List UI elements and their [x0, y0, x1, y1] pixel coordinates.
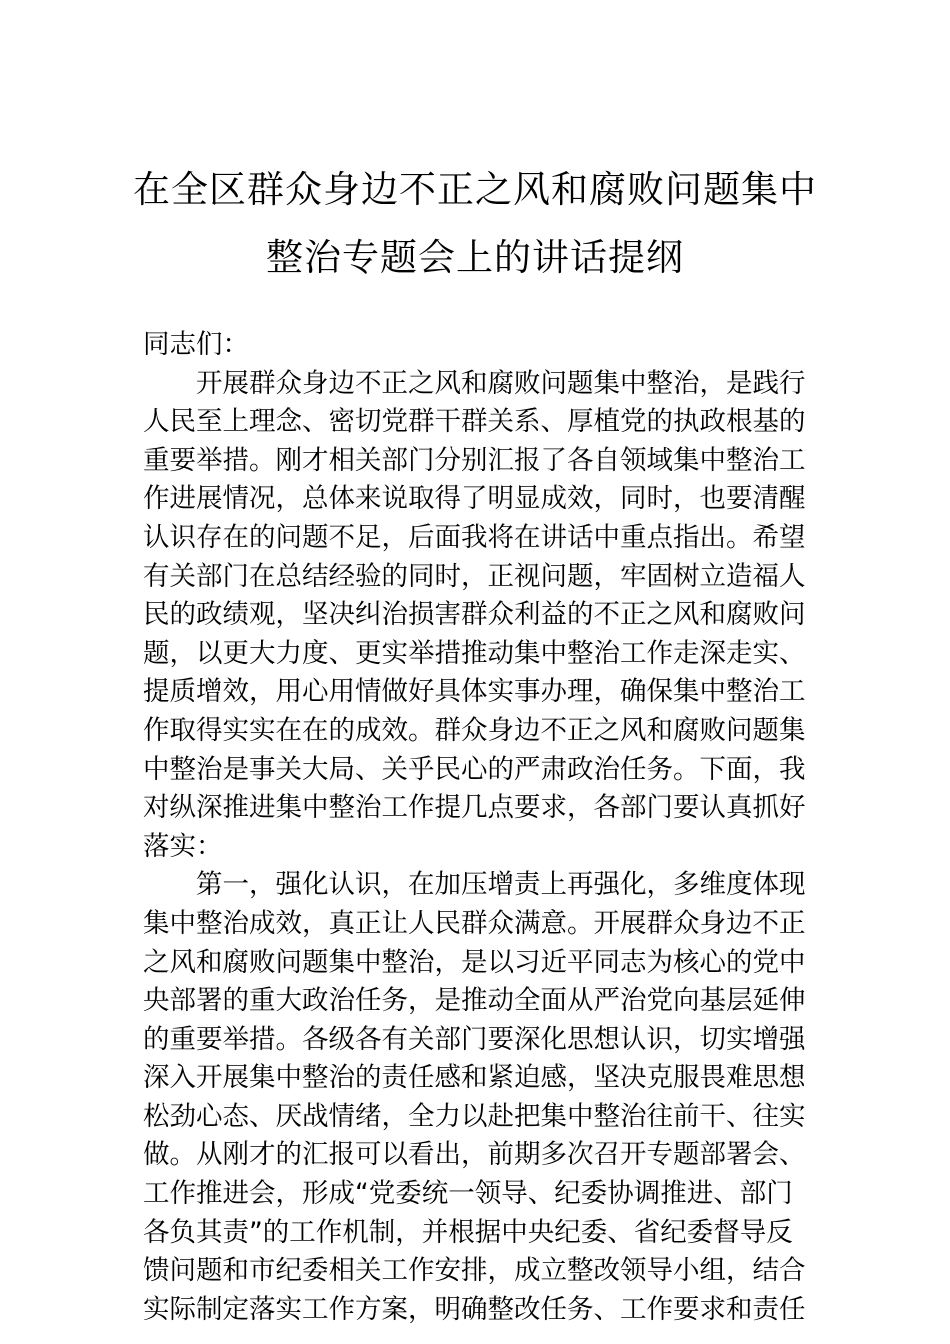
paragraph-1-line: 民的政绩观，坚决纠治损害群众利益的不正之风和腐败问 — [143, 599, 806, 631]
paragraph-2-line: 馈问题和市纪委相关工作安排，成立整改领导小组，结合 — [143, 1255, 806, 1287]
paragraph-1-line: 开展群众身边不正之风和腐败问题集中整治，是践行 — [196, 367, 806, 399]
paragraph-1-line: 作进展情况，总体来说取得了明显成效，同时，也要清醒 — [143, 483, 806, 515]
paragraph-2-line: 各负其责”的工作机制，并根据中央纪委、省纪委督导反 — [143, 1216, 793, 1248]
paragraph-1-line: 题，以更大力度、更实举措推动集中整治工作走深走实、 — [143, 637, 806, 669]
document-body — [143, 326, 813, 1329]
paragraph-2-line: 第一，强化认识，在加压增责上再强化，多维度体现 — [196, 869, 806, 901]
salutation: 同志们： — [143, 329, 249, 360]
document-title-line-1: 在全区群众身边不正之风和腐败问题集中 — [133, 168, 817, 211]
paragraph-2-line: 之风和腐败问题集中整治，是以习近平同志为核心的党中 — [143, 946, 806, 978]
paragraph-2-line: 松劲心态、厌战情绪，全力以赴把集中整治往前干、往实 — [143, 1100, 806, 1132]
paragraph-2-line: 做。从刚才的汇报可以看出，前期多次召开专题部署会、 — [143, 1139, 806, 1171]
paragraph-1-line: 人民至上理念、密切党群干群关系、厚植党的执政根基的 — [143, 406, 806, 438]
paragraph-1-line: 提质增效，用心用情做好具体实事办理，确保集中整治工 — [143, 676, 806, 708]
paragraph-2-line: 深入开展集中整治的责任感和紧迫感，坚决克服畏难思想 — [143, 1062, 806, 1094]
paragraph-1-line: 重要举措。刚才相关部门分别汇报了各自领域集中整治工 — [143, 444, 806, 476]
paragraph-1-line: 作取得实实在在的成效。群众身边不正之风和腐败问题集 — [143, 714, 806, 746]
paragraph-1-line: 落实： — [143, 830, 223, 862]
paragraph-1-line: 对纵深推进集中整治工作提几点要求，各部门要认真抓好 — [143, 792, 806, 824]
paragraph-2-line: 的重要举措。各级各有关部门要深化思想认识，切实增强 — [143, 1023, 806, 1055]
paragraph-1-line: 中整治是事关大局、关乎民心的严肃政治任务。下面，我 — [143, 753, 806, 785]
paragraph-2-line: 工作推进会，形成“党委统一领导、纪委协调推进、部门 — [143, 1178, 793, 1210]
paragraph-1-line: 有关部门在总结经验的同时，正视问题，牢固树立造福人 — [143, 560, 806, 592]
paragraph-2-line: 央部署的重大政治任务，是推动全面从严治党向基层延伸 — [143, 985, 806, 1017]
document-title-line-2: 整治专题会上的讲话提纲 — [266, 236, 684, 279]
paragraph-1-line: 认识存在的问题不足，后面我将在讲话中重点指出。希望 — [143, 521, 806, 553]
paragraph-2-line: 集中整治成效，真正让人民群众满意。开展群众身边不正 — [143, 907, 806, 939]
paragraph-2-line: 实际制定落实工作方案，明确整改任务、工作要求和责任 — [143, 1293, 806, 1325]
